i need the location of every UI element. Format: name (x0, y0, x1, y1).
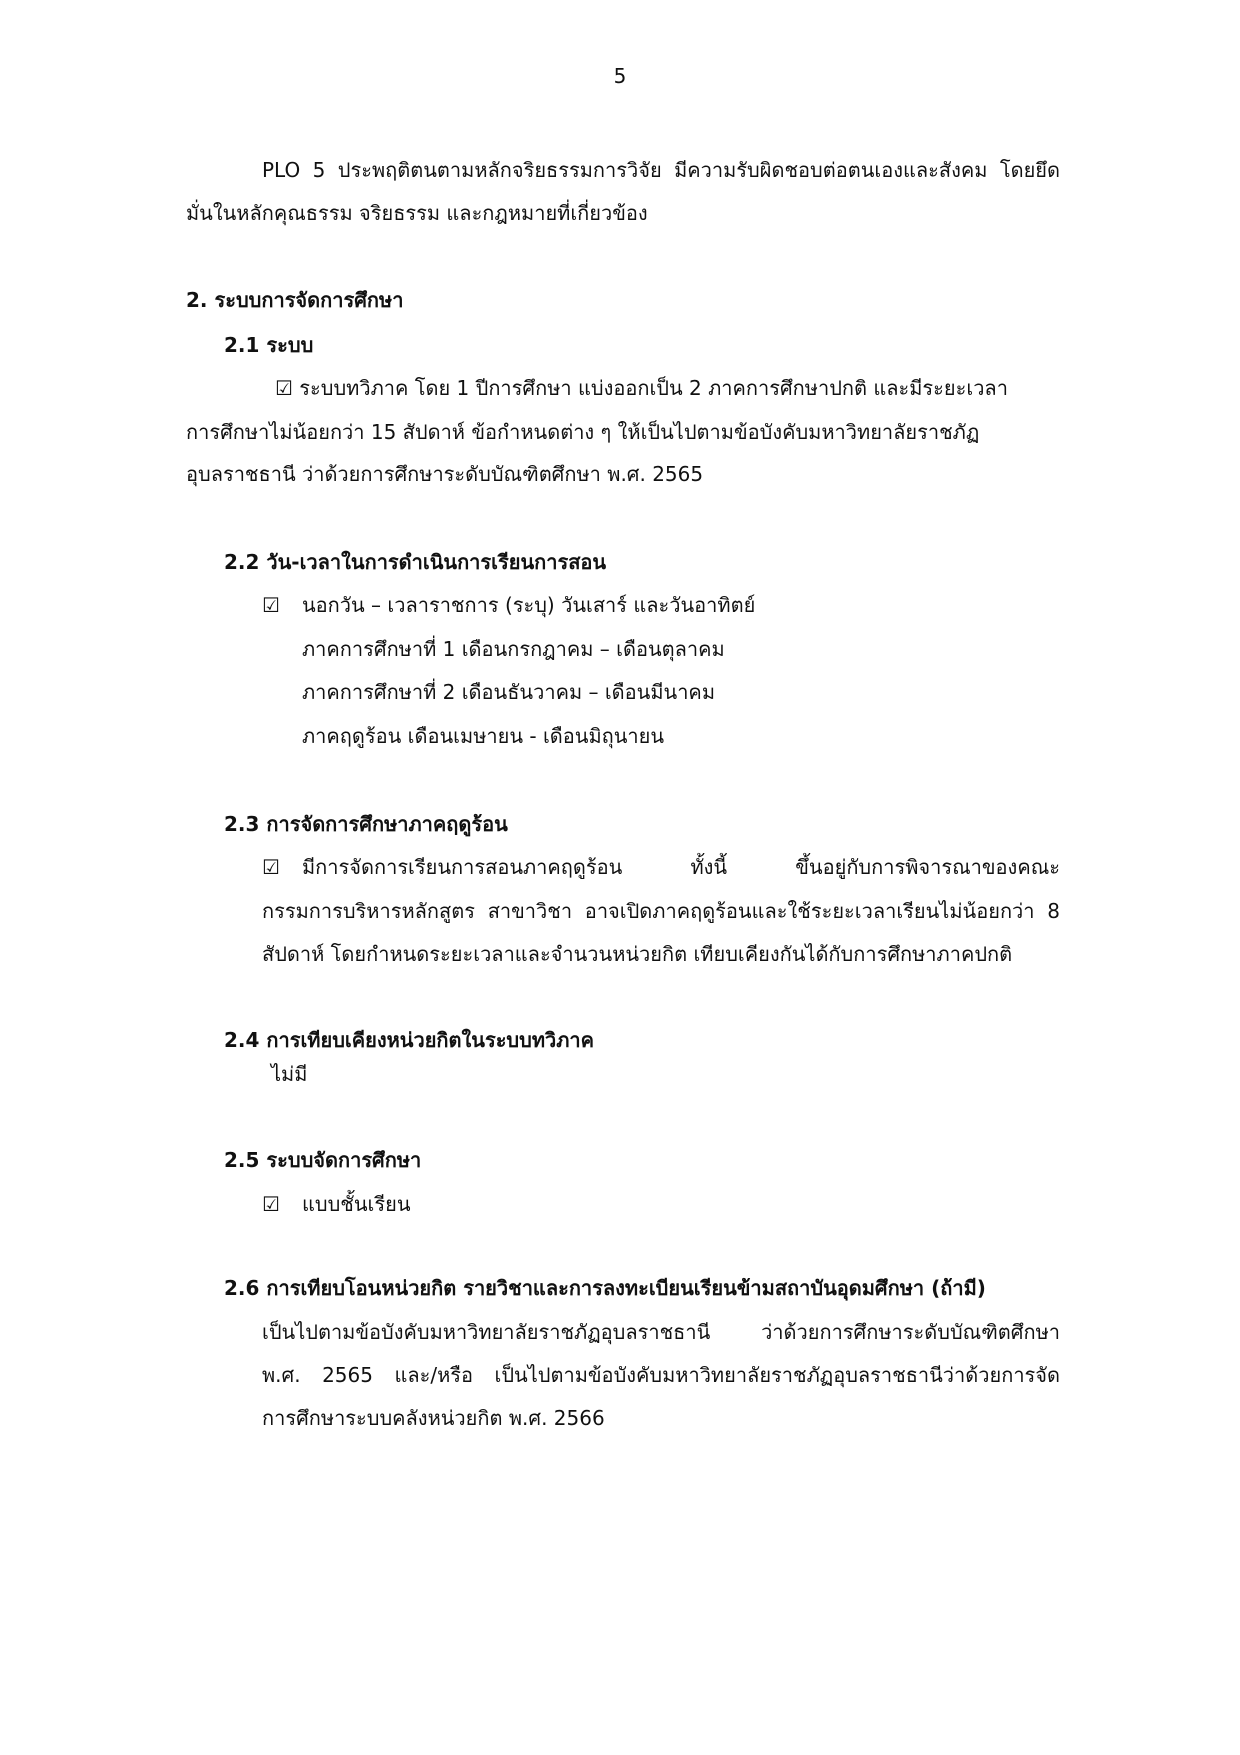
s2-3-line-1-text: มีการจัดการเรียนการสอนภาคฤดูร้อน ทั้งนี้ ขึ้นอยู่กับการพิจารณาของคณะ (302, 855, 1060, 879)
checked-box-icon: ☑ (262, 1192, 280, 1216)
page-number: 5 (613, 64, 627, 88)
s2-1-line-1 (275, 374, 1008, 402)
s2-1-line-2: การศึกษาไม่น้อยกว่า 15 สัปดาห์ ข้อกำหนดต่าง ๆ ให้เป็นไปตามข้อบังคับมหาวิทยาลัยราชภัฏ (186, 420, 980, 444)
s2-4-line-1: ไม่มี (271, 1062, 308, 1086)
s2-2-line-1-text: นอกวัน – เวลาราชการ (ระบุ) วันเสาร์ และวันอาทิตย์ (302, 593, 756, 617)
checked-box-icon: ☑ (262, 593, 280, 617)
s2-5-line-1 (262, 1190, 411, 1218)
section-2-5-heading: 2.5 ระบบจัดการศึกษา (224, 1148, 422, 1172)
section-2-2-heading: 2.2 วัน-เวลาในการดำเนินการเรียนการสอน (224, 550, 607, 574)
s2-3-line-3: สัปดาห์ โดยกำหนดระยะเวลาและจำนวนหน่วยกิต เทียบเคียงกันได้กับการศึกษาภาคปกติ (262, 942, 1013, 966)
plo5-line-1: PLO 5 ประพฤติตนตามหลักจริยธรรมการวิจัย มีความรับผิดชอบต่อตนเองและสังคม โดยยึด (262, 158, 1060, 182)
s2-6-line-2: พ.ศ. 2565 และ/หรือ เป็นไปตามข้อบังคับมหาวิทยาลัยราชภัฏอุบลราชธานีว่าด้วยการจัด (262, 1363, 1060, 1387)
section-2-1-heading: 2.1 ระบบ (224, 333, 314, 357)
plo5-line-2: มั่นในหลักคุณธรรม จริยธรรม และกฎหมายที่เกี่ยวข้อง (186, 201, 648, 225)
s2-5-line-1-text: แบบชั้นเรียน (302, 1192, 411, 1216)
s2-1-line-1-text: ระบบทวิภาค โดย 1 ปีการศึกษา แบ่งออกเป็น 2 ภาคการศึกษาปกติ และมีระยะเวลา (299, 376, 1008, 400)
s2-1-line-3: อุบลราชธานี ว่าด้วยการศึกษาระดับบัณฑิตศึกษา พ.ศ. 2565 (186, 462, 704, 486)
s2-2-line-1 (262, 591, 755, 619)
section-2-6-heading: 2.6 การเทียบโอนหน่วยกิต รายวิชาและการลงทะเบียนเรียนข้ามสถาบันอุดมศึกษา (ถ้ามี) (224, 1276, 986, 1300)
s2-2-line-4: ภาคฤดูร้อน เดือนเมษายน - เดือนมิถุนายน (302, 724, 665, 748)
s2-3-line-2: กรรมการบริหารหลักสูตร สาขาวิชา อาจเปิดภาคฤดูร้อนและใช้ระยะเวลาเรียนไม่น้อยกว่า 8 (262, 899, 1060, 923)
s2-2-line-2: ภาคการศึกษาที่ 1 เดือนกรกฎาคม – เดือนตุลาคม (302, 637, 725, 661)
s2-3-line-1 (262, 853, 1060, 881)
section-2-heading: 2. ระบบการจัดการศึกษา (186, 288, 404, 312)
s2-6-line-1: เป็นไปตามข้อบังคับมหาวิทยาลัยราชภัฏอุบลราชธานี ว่าด้วยการศึกษาระดับบัณฑิตศึกษา (262, 1320, 1060, 1344)
s2-2-line-3: ภาคการศึกษาที่ 2 เดือนธันวาคม – เดือนมีนาคม (302, 680, 715, 704)
checked-box-icon: ☑ (275, 376, 293, 400)
s2-6-line-3: การศึกษาระบบคลังหน่วยกิต พ.ศ. 2566 (262, 1406, 605, 1430)
section-2-4-heading: 2.4 การเทียบเคียงหน่วยกิตในระบบทวิภาค (224, 1028, 595, 1052)
checked-box-icon: ☑ (262, 855, 280, 879)
section-2-3-heading: 2.3 การจัดการศึกษาภาคฤดูร้อน (224, 812, 508, 836)
